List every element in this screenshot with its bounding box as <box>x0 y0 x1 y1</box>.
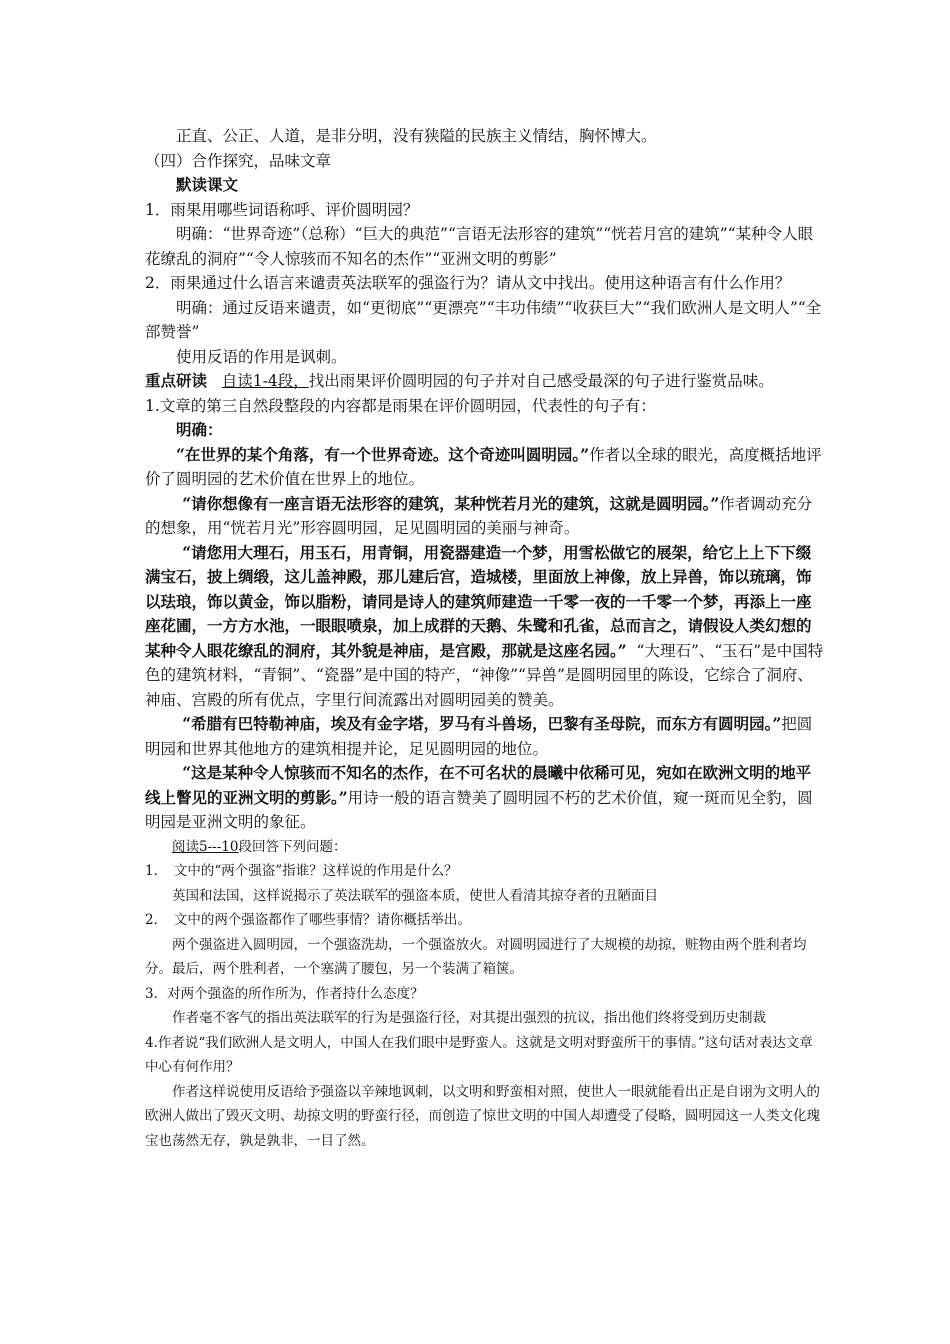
answer-b1: 英国和法国，这样说揭示了英法联军的强盗本质，使世人看清其掠夺者的丑陋面目 <box>172 887 658 904</box>
sentence-3-quote: “请您用大理石，用玉石，用青铜，用瓷器建造一个梦，用雪松做它的展架，给它上上下下缀满宝石，披上绸缎，这儿盖神殿，那儿建后宫，造城楼，里面放上神像，放上异兽，饰以琉璃，饰以珐琅，饰以黄金，饰以脂粉，请同是诗人的建筑师建造一千零一夜的一千零一个梦，再添上一座座花圃，一方方水池，一眼眼喷泉，加上成群的天鹅、朱鹭和孔雀，总而言之，请假设人类幻想的某种令人眼花缭乱的洞府，其外貌是神庙，是宫殿，那就是这座名园。” <box>145 542 812 660</box>
paragraph-intro: 正直、公正、人道，是非分明，没有狭隘的民族主义情结，胸怀博大。 <box>176 127 657 145</box>
answer-b4: 作者这样说使用反语给予强盗以辛辣地讽刺，以文明和野蛮相对照，使世人一眼就能看出正是自诩为文明人的欧洲人做出了毁灭文明、劫掠文明的野蛮行径，而创造了惊世文明的中国人却遭受了侵略，圆明园这一人类文化瑰宝也荡然无存，孰是孰非，一目了然。 <box>145 1083 820 1149</box>
document-page <box>145 124 825 1153</box>
section-heading-4: （四）合作探究，品味文章 <box>145 151 332 170</box>
sentence-3-comment: “大理石”、“玉石”是中国特色的建筑材料，“青铜”、“瓷器”是中国的特产，“神像”“异兽”是圆明园里的陈设，它综合了洞府、神庙、宫殿的所有优点，字里行间流露出对圆明园美的赞美。 <box>145 641 824 709</box>
sentence-4-comment: 把圆明园和世界其他地方的建筑相提并论，足见圆明园的地位。 <box>145 715 813 758</box>
question-b3: 3．对两个强盗的所作所为，作者持什么态度？ <box>145 985 424 1002</box>
sentence-5 <box>145 761 825 835</box>
sentence-2 <box>145 492 825 541</box>
answer-2-effect: 使用反语的作用是讽刺。 <box>176 347 347 366</box>
question-b2: 2． 文中的两个强盗都作了哪些事情？请你概括举出。 <box>145 912 471 928</box>
answer-2: 明确：通过反语来谴责，如“更彻底”“更漂亮”“丰功伟绩”“收获巨大”“我们欧洲人是文明人”“全部赞誉” <box>145 298 822 341</box>
key-reading-line <box>145 369 825 394</box>
sentence-5-comment: 用诗一般的语言赞美了圆明园不朽的艺术价值，窥一斑而见全豹，圆明园是亚洲文明的象征。 <box>145 788 813 831</box>
silent-reading-heading: 默读课文 <box>176 175 239 194</box>
answer-b2: 两个强盗进入圆明园，一个强盗洗劫，一个强盗放火。对圆明园进行了大规模的劫掠，赃物由两个胜利者均分。最后，两个胜利者，一个塞满了腰包，另一个装满了箱箧。 <box>145 936 807 977</box>
key-reading-label: 重点研读 <box>145 371 208 390</box>
reading-task-range: 阅读5---10 <box>172 838 239 855</box>
answer-1: 明确：“世界奇迹”（总称）“巨大的典范”“言语无法形容的建筑”“恍若月宫的建筑”“某种令人眼花缭乱的洞府”“令人惊骇而不知名的杰作”“亚洲文明的剪影” <box>145 225 814 268</box>
answer-b3: 作者毫不客气的指出英法联军的行为是强盗行径，对其提出强烈的抗议，指出他们终将受到历史制裁 <box>172 1010 766 1026</box>
reading-task-text: 段回答下列问题： <box>238 838 347 855</box>
reading-point-1: 1.文章的第三自然段整段的内容都是雨果在评价圆明园，代表性的句子有： <box>145 396 656 415</box>
key-reading-range: 自读1-4段， <box>221 372 309 390</box>
sentence-2-comment: 作者调动充分的想象，用“恍若月光”形容圆明园，足见圆明园的美丽与神奇。 <box>145 494 813 537</box>
sentence-3 <box>145 541 825 713</box>
clarify-label: 明确： <box>176 420 223 439</box>
sentence-2-quote: “请你想像有一座言语无法形容的建筑，某种恍若月光的建筑，这就是圆明园。” <box>182 493 720 513</box>
sentence-4 <box>145 712 825 761</box>
reading-task-line <box>145 835 825 860</box>
key-reading-task: 找出雨果评价圆明园的句子并对自己感受最深的句子进行鉴赏品味。 <box>308 372 774 390</box>
sentence-1-comment: 作者以全球的眼光，高度概括地评价了圆明园的艺术价值在世界上的地位。 <box>145 445 822 488</box>
sentence-1 <box>145 443 825 492</box>
question-b4: 4.作者说“我们欧洲人是文明人，中国人在我们眼中是野蛮人。这就是文明对野蛮所干的事情。”这句话对表达文章中心有何作用？ <box>145 1034 813 1075</box>
question-2: 2．雨果通过什么语言来谴责英法联军的强盗行为？请从文中找出。使用这种语言有什么作用？ <box>145 274 791 292</box>
sentence-4-quote: “希腊有巴特勒神庙，埃及有金字塔，罗马有斗兽场，巴黎有圣母院，而东方有圆明园。” <box>182 714 782 733</box>
question-1: 1．雨果用哪些词语称呼、评价圆明园？ <box>145 200 419 219</box>
question-b1: 1． 文中的“两个强盗”指谁？这样说的作用是什么？ <box>145 863 458 879</box>
sentence-1-quote: “在世界的某个角落，有一个世界奇迹。这个奇迹叫圆明园。” <box>176 444 590 464</box>
sentence-5-quote: “这是某种令人惊骇而不知名的杰作，在不可名状的晨曦中依稀可见，宛如在欧洲文明的地平线上瞥见的亚洲文明的剪影。” <box>145 763 812 807</box>
